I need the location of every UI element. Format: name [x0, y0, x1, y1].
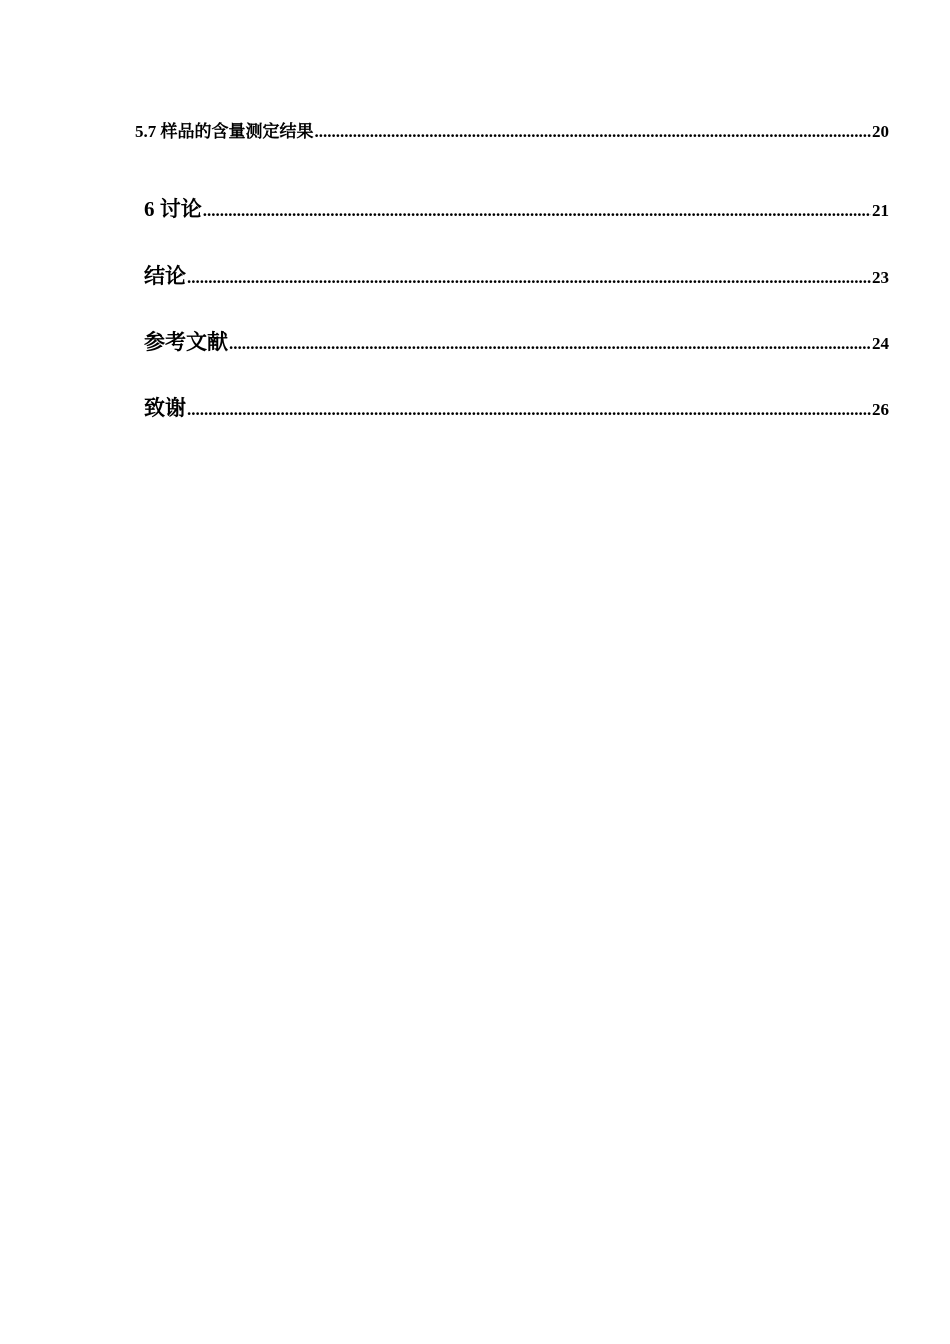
- toc-dot-leader: [203, 201, 871, 221]
- toc-entry-5-7[interactable]: [135, 117, 889, 142]
- toc-entry-title: 结论: [144, 264, 186, 288]
- toc-dot-leader: [187, 268, 871, 288]
- toc-entry-title: 6 讨论: [144, 197, 202, 221]
- toc-page-number: 21: [872, 201, 889, 220]
- toc-entry-title: 参考文献: [144, 330, 228, 354]
- toc-entry-references[interactable]: [144, 326, 889, 356]
- toc-page-number: 23: [872, 268, 889, 287]
- toc-entry-title: 5.7 样品的含量测定结果: [135, 122, 314, 141]
- toc-page-number: 26: [872, 400, 889, 419]
- toc-dot-leader: [315, 122, 872, 142]
- toc-dot-leader: [229, 334, 871, 354]
- toc-entry-discussion[interactable]: [144, 193, 889, 223]
- toc-page-number: 20: [872, 122, 889, 141]
- toc-entry-conclusion[interactable]: [144, 260, 889, 290]
- toc-entry-title: 致谢: [144, 396, 186, 420]
- toc-entry-acknowledgements[interactable]: [144, 392, 889, 422]
- toc-dot-leader: [187, 400, 871, 420]
- toc-page-number: 24: [872, 334, 889, 353]
